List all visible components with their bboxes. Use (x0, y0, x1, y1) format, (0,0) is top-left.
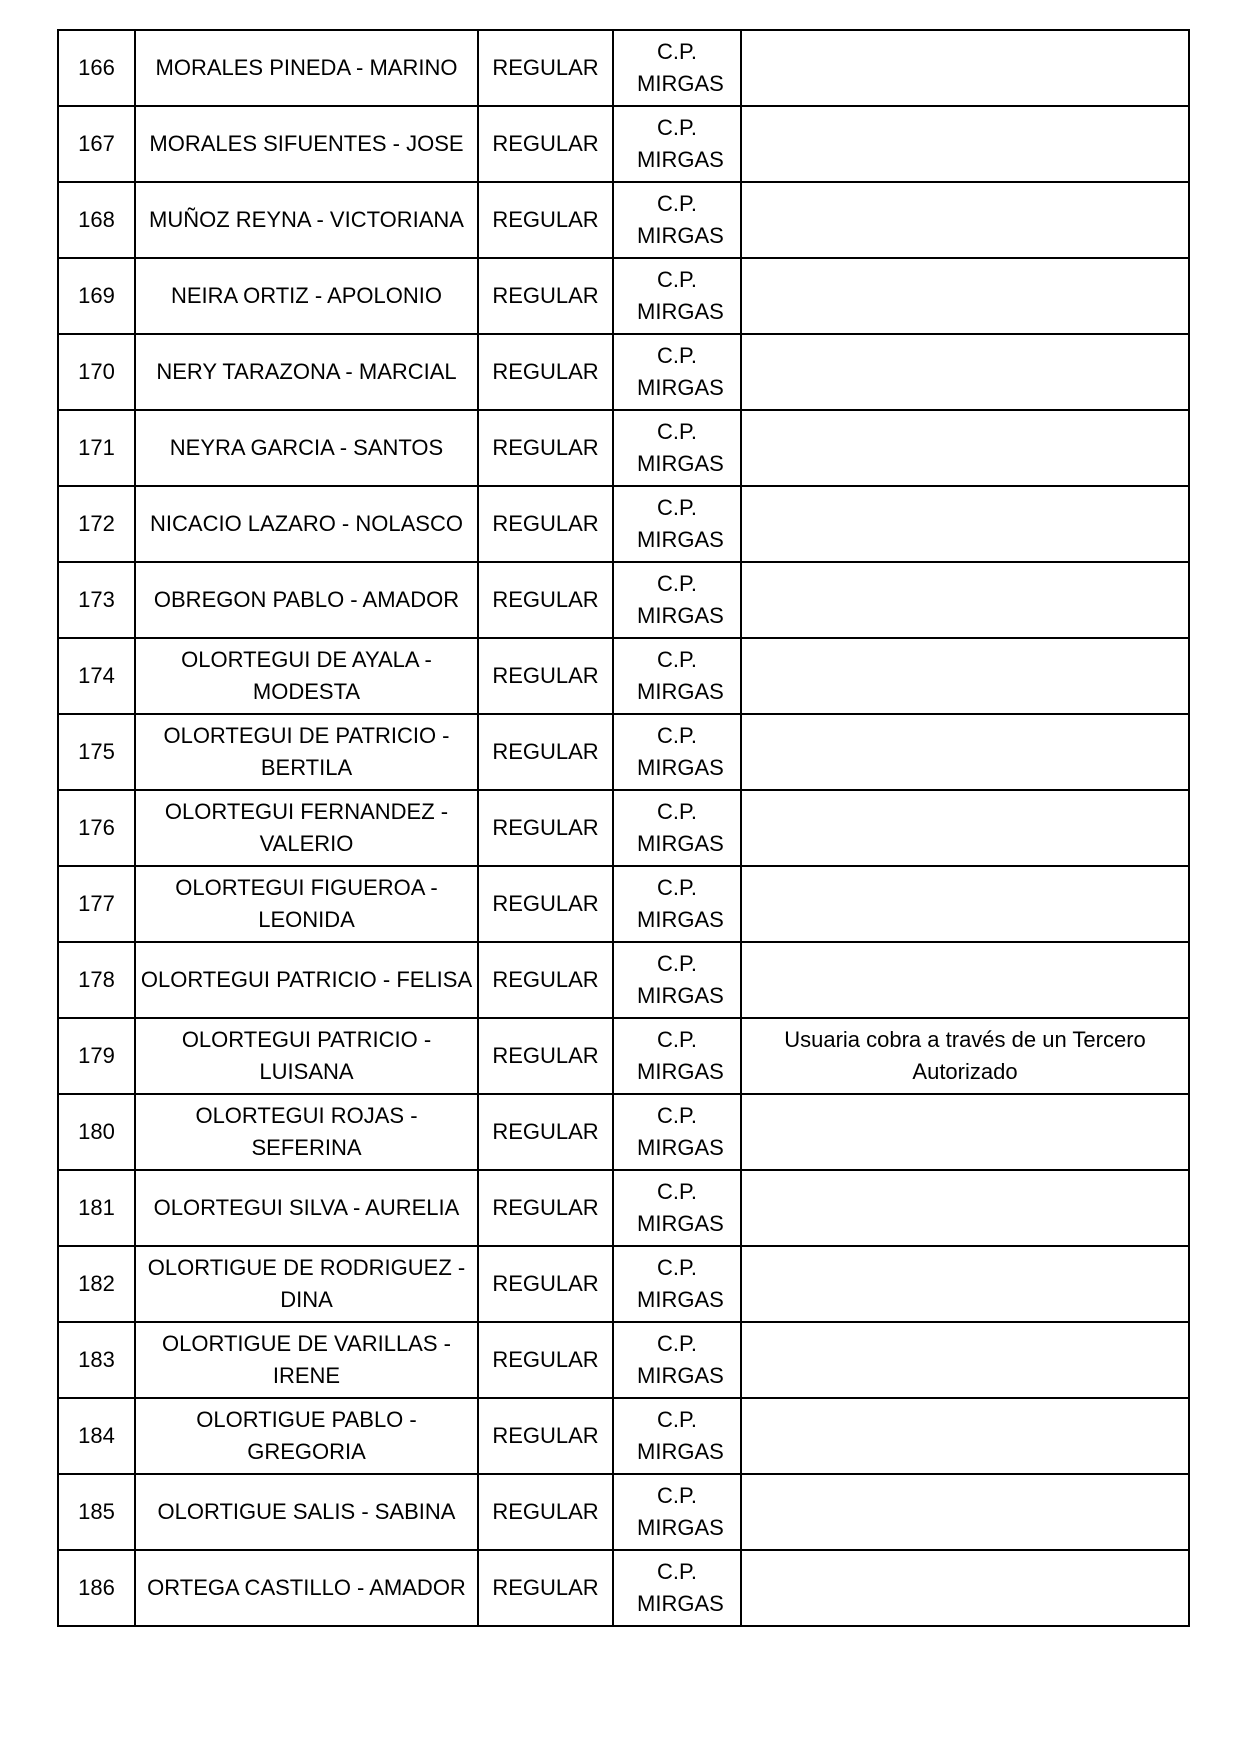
row-number-cell: 175 (58, 714, 135, 790)
row-number-cell: 171 (58, 410, 135, 486)
row-number-cell: 185 (58, 1474, 135, 1550)
name-cell: OLORTEGUI ROJAS - SEFERINA (135, 1094, 478, 1170)
table-row (58, 1550, 1189, 1626)
name-cell: OLORTEGUI SILVA - AURELIA (135, 1170, 478, 1246)
table-row (58, 866, 1189, 942)
location-cell (613, 30, 741, 106)
name-cell: MORALES SIFUENTES - JOSE (135, 106, 478, 182)
beneficiary-table (57, 29, 1190, 1627)
location-cell (613, 1018, 741, 1094)
type-cell: REGULAR (478, 790, 613, 866)
table-row (58, 562, 1189, 638)
location-text: C.P. MIRGAS (637, 343, 724, 400)
location-text: C.P. MIRGAS (637, 39, 724, 96)
row-number-cell: 172 (58, 486, 135, 562)
row-number-cell: 179 (58, 1018, 135, 1094)
location-text: C.P. MIRGAS (637, 191, 724, 248)
name-cell: OLORTEGUI FERNANDEZ - VALERIO (135, 790, 478, 866)
row-number-cell: 173 (58, 562, 135, 638)
row-number-cell: 168 (58, 182, 135, 258)
location-cell (613, 1398, 741, 1474)
location-cell (613, 638, 741, 714)
type-cell: REGULAR (478, 714, 613, 790)
observation-cell (741, 866, 1189, 942)
location-cell (613, 410, 741, 486)
name-cell: OLORTEGUI PATRICIO - FELISA (135, 942, 478, 1018)
table-row (58, 1094, 1189, 1170)
type-cell: REGULAR (478, 258, 613, 334)
location-text: C.P. MIRGAS (637, 723, 724, 780)
type-cell: REGULAR (478, 866, 613, 942)
observation-cell (741, 182, 1189, 258)
type-cell: REGULAR (478, 1474, 613, 1550)
observation-cell (741, 410, 1189, 486)
location-text: C.P. MIRGAS (637, 115, 724, 172)
row-number-cell: 176 (58, 790, 135, 866)
table-row (58, 638, 1189, 714)
table-row (58, 1170, 1189, 1246)
observation-cell (741, 638, 1189, 714)
type-cell: REGULAR (478, 1094, 613, 1170)
table-row (58, 1474, 1189, 1550)
location-cell (613, 1094, 741, 1170)
type-cell: REGULAR (478, 334, 613, 410)
location-cell (613, 1322, 741, 1398)
location-text: C.P. MIRGAS (637, 1483, 724, 1540)
table-row (58, 1322, 1189, 1398)
name-cell: MUÑOZ REYNA - VICTORIANA (135, 182, 478, 258)
row-number-cell: 174 (58, 638, 135, 714)
name-cell: OLORTEGUI DE AYALA - MODESTA (135, 638, 478, 714)
name-cell: NEIRA ORTIZ - APOLONIO (135, 258, 478, 334)
type-cell: REGULAR (478, 638, 613, 714)
type-cell: REGULAR (478, 1398, 613, 1474)
table-row (58, 258, 1189, 334)
type-cell: REGULAR (478, 1246, 613, 1322)
observation-cell (741, 106, 1189, 182)
location-text: C.P. MIRGAS (637, 495, 724, 552)
type-cell: REGULAR (478, 410, 613, 486)
name-cell: OLORTEGUI PATRICIO - LUISANA (135, 1018, 478, 1094)
observation-cell (741, 1398, 1189, 1474)
name-cell: OLORTIGUE DE VARILLAS - IRENE (135, 1322, 478, 1398)
location-text: C.P. MIRGAS (637, 1255, 724, 1312)
observation-cell (741, 1322, 1189, 1398)
row-number-cell: 178 (58, 942, 135, 1018)
location-cell (613, 790, 741, 866)
location-cell (613, 486, 741, 562)
table-row (58, 942, 1189, 1018)
type-cell: REGULAR (478, 1018, 613, 1094)
observation-cell (741, 30, 1189, 106)
row-number-cell: 180 (58, 1094, 135, 1170)
type-cell: REGULAR (478, 562, 613, 638)
name-cell: NICACIO LAZARO - NOLASCO (135, 486, 478, 562)
row-number-cell: 181 (58, 1170, 135, 1246)
observation-cell (741, 486, 1189, 562)
location-cell (613, 1474, 741, 1550)
table-row (58, 30, 1189, 106)
row-number-cell: 177 (58, 866, 135, 942)
row-number-cell: 184 (58, 1398, 135, 1474)
name-cell: NEYRA GARCIA - SANTOS (135, 410, 478, 486)
type-cell: REGULAR (478, 486, 613, 562)
location-cell (613, 942, 741, 1018)
row-number-cell: 186 (58, 1550, 135, 1626)
location-text: C.P. MIRGAS (637, 1407, 724, 1464)
location-text: C.P. MIRGAS (637, 1103, 724, 1160)
observation-cell (741, 1550, 1189, 1626)
row-number-cell: 166 (58, 30, 135, 106)
name-cell: OLORTEGUI DE PATRICIO - BERTILA (135, 714, 478, 790)
observation-cell (741, 1246, 1189, 1322)
name-cell: OLORTEGUI FIGUEROA - LEONIDA (135, 866, 478, 942)
observation-cell (741, 1094, 1189, 1170)
name-cell: OLORTIGUE PABLO - GREGORIA (135, 1398, 478, 1474)
location-cell (613, 334, 741, 410)
row-number-cell: 167 (58, 106, 135, 182)
table-row (58, 714, 1189, 790)
type-cell: REGULAR (478, 30, 613, 106)
name-cell: OBREGON PABLO - AMADOR (135, 562, 478, 638)
location-text: C.P. MIRGAS (637, 267, 724, 324)
location-text: C.P. MIRGAS (637, 799, 724, 856)
location-text: C.P. MIRGAS (637, 1331, 724, 1388)
row-number-cell: 182 (58, 1246, 135, 1322)
location-cell (613, 714, 741, 790)
location-cell (613, 258, 741, 334)
name-cell: NERY TARAZONA - MARCIAL (135, 334, 478, 410)
observation-cell (741, 714, 1189, 790)
location-text: C.P. MIRGAS (637, 1179, 724, 1236)
location-text: C.P. MIRGAS (637, 647, 724, 704)
document-page (57, 29, 1188, 1627)
table-body (58, 30, 1189, 1626)
table-row (58, 410, 1189, 486)
table-row (58, 1246, 1189, 1322)
row-number-cell: 169 (58, 258, 135, 334)
observation-cell (741, 1170, 1189, 1246)
observation-cell (741, 334, 1189, 410)
location-cell (613, 866, 741, 942)
location-text: C.P. MIRGAS (637, 1559, 724, 1616)
location-cell (613, 182, 741, 258)
table-row (58, 1018, 1189, 1094)
type-cell: REGULAR (478, 1550, 613, 1626)
name-cell: MORALES PINEDA - MARINO (135, 30, 478, 106)
type-cell: REGULAR (478, 942, 613, 1018)
table-row (58, 486, 1189, 562)
table-row (58, 1398, 1189, 1474)
location-text: C.P. MIRGAS (637, 1027, 724, 1084)
location-cell (613, 1170, 741, 1246)
location-cell (613, 106, 741, 182)
name-cell: ORTEGA CASTILLO - AMADOR (135, 1550, 478, 1626)
observation-cell (741, 258, 1189, 334)
location-text: C.P. MIRGAS (637, 951, 724, 1008)
table-row (58, 334, 1189, 410)
row-number-cell: 183 (58, 1322, 135, 1398)
type-cell: REGULAR (478, 106, 613, 182)
table-row (58, 182, 1189, 258)
observation-cell (741, 942, 1189, 1018)
observation-cell (741, 790, 1189, 866)
location-cell (613, 1246, 741, 1322)
observation-cell (741, 562, 1189, 638)
table-row (58, 790, 1189, 866)
location-text: C.P. MIRGAS (637, 419, 724, 476)
name-cell: OLORTIGUE DE RODRIGUEZ - DINA (135, 1246, 478, 1322)
type-cell: REGULAR (478, 1170, 613, 1246)
type-cell: REGULAR (478, 182, 613, 258)
location-text: C.P. MIRGAS (637, 875, 724, 932)
location-text: C.P. MIRGAS (637, 571, 724, 628)
name-cell: OLORTIGUE SALIS - SABINA (135, 1474, 478, 1550)
location-cell (613, 562, 741, 638)
observation-cell (741, 1474, 1189, 1550)
row-number-cell: 170 (58, 334, 135, 410)
location-cell (613, 1550, 741, 1626)
observation-cell: Usuaria cobra a través de un Tercero Autorizado (741, 1018, 1189, 1094)
table-row (58, 106, 1189, 182)
type-cell: REGULAR (478, 1322, 613, 1398)
